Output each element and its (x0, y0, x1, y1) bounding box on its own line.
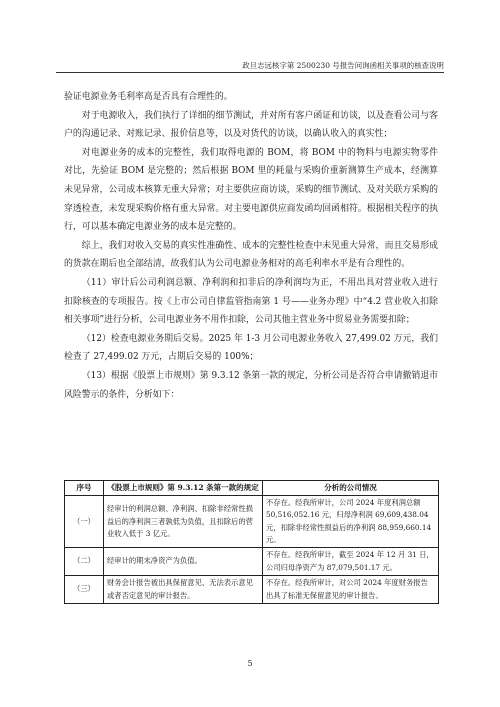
main-content (64, 88, 438, 404)
table-cell: （二） (65, 548, 104, 576)
paragraph: 验证电源业务毛利率高是否具有合理性的。 (64, 92, 233, 102)
paragraph: （12）检查电源业务期后交易。2025 年 1-3 月公司电源业务收入 27,499.02 万元，我们检查了 27,499.02 万元，占期后交易的 100%； (64, 333, 438, 363)
table-cell: 不存在。经我所审计，截至 2024 年 12 月 31 日，公司归母净资产为 87,079,501.17 元。 (263, 548, 439, 576)
paragraph: 对于电源收入，我们执行了详细的细节测试，并对所有客户函证和访谈，以及查看公司与客户的沟通记录、对账记录、报价信息等，以及对货代的访谈，以确认收入的真实性； (64, 110, 438, 140)
table-cell: 财务会计报告被出具保留意见、无法表示意见或者否定意见的审计报告。 (104, 576, 263, 604)
page-number: 5 (247, 659, 253, 668)
delisting-analysis-table (64, 480, 439, 604)
paragraph: 综上，我们对收入交易的真实性准确性、成本的完整性检查中未见重大异常，而且交易形成的货款在期后也全部结清，故我们认为公司电源业务相对的高毛利率水平是有合理性的。 (64, 240, 438, 270)
table-cell: 经审计的期末净资产为负值。 (104, 548, 263, 576)
table-cell: （三） (65, 576, 104, 604)
table-row (65, 548, 439, 576)
paragraph: （13）根据《股票上市规则》第 9.3.12 条第一款的规定，分析公司是否符合申请撤销退市风险警示的条件，分析如下： (64, 370, 438, 400)
table-header-row (65, 481, 439, 496)
column-header-rule: 《股票上市规则》第 9.3.12 条第一款的规定 (104, 481, 263, 496)
header-divider (56, 72, 444, 73)
table-cell: （一） (65, 496, 104, 548)
table-cell: 经审计的利润总额、净利润、扣除非经常性损益后的净利润三者孰低为负值，且扣除后的营业收入低于 3 亿元。 (104, 496, 263, 548)
paragraph: （11）审计后公司利润总额、净利润和扣非后的净利润均为正，不用出具对营业收入进行扣除核查的专项报告。按《上市公司自律监管指南第 1 号——业务办理》中“4.2 营业收入扣除相关事项”进行分析，公司电源业务不用作扣除，公司其他主营业务中贸易业务需要扣除； (64, 277, 438, 326)
column-header-seq: 序号 (65, 481, 104, 496)
table-cell: 不存在。经我所审计，对公司 2024 年度财务报告出具了标准无保留意见的审计报告。 (263, 576, 439, 604)
table-cell: 不存在。经我所审计，公司 2024 年度利润总额 50,516,052.16 元，归母净利润 69,609,438.04 元，扣除非经常性损益后的净利润 88,959,660.14 元。 (263, 496, 439, 548)
column-header-analysis: 分析的公司情况 (263, 481, 439, 496)
paragraph: 对电源业务的成本的完整性，我们取得电源的 BOM，将 BOM 中的物料与电源实物零件对比，先验证 BOM 是完整的；然后根据 BOM 里的耗量与采购价重新测算生产成本，经测算未见异常，公司成本核算无重大异常；对主要供应商访谈，采购的细节测试、及对关联方采购的穿透检查，未发现采购价格有重大异常。对主要电源供应商发函均回函相符。根据相关程序的执行，可以基本确定电源业务的成本是完整的。 (64, 147, 438, 233)
document-header: 政旦志远核字第 2500230 号报告问询函相关事项的核查说明 (242, 61, 444, 70)
table-row (65, 496, 439, 548)
table-row (65, 576, 439, 604)
